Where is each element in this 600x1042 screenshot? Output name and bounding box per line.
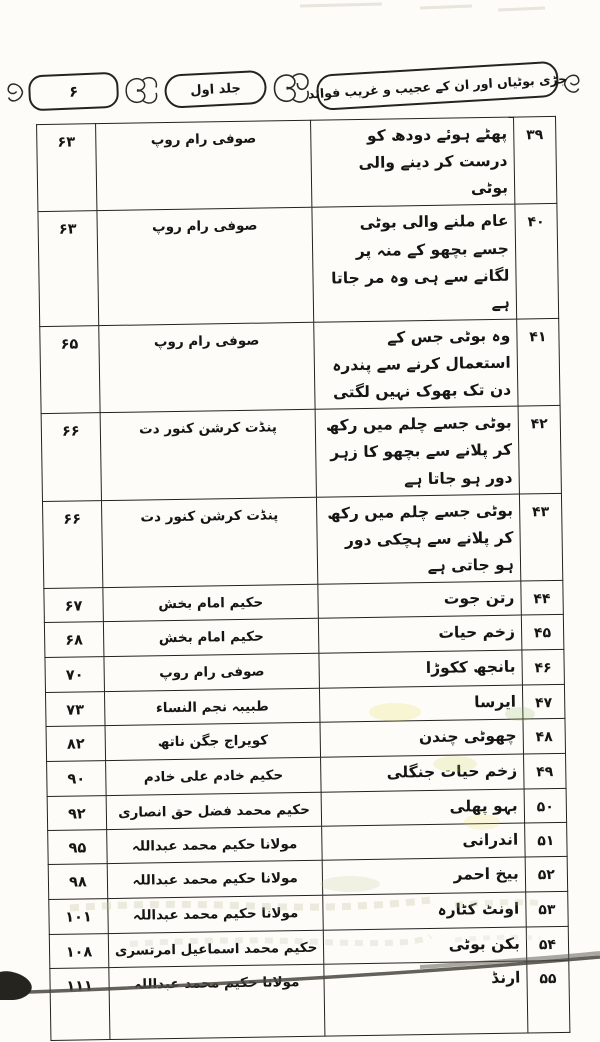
entry-description: بوٹی جسے چلم میں رکھ کر پلانے سے بچھو کا زہر دور ہو جاتا ہے <box>315 406 519 497</box>
entry-description: رتن جوت <box>318 581 521 619</box>
floral-scroll-icon <box>4 77 24 107</box>
row-number: ۵۴ <box>526 926 569 961</box>
table-row <box>38 204 559 327</box>
page-ref: ۶۳ <box>38 211 99 326</box>
table-row <box>41 406 561 502</box>
author-name: حکیم امام بخش <box>103 619 319 657</box>
entry-description: بکن بوٹی <box>324 927 527 965</box>
page-ref: ۱۰۱ <box>49 898 108 934</box>
row-number: ۴۲ <box>518 406 562 494</box>
author-name: صوفی رام روپ <box>95 120 312 211</box>
index-table <box>36 116 570 1041</box>
index-table-wrap <box>36 116 570 1041</box>
book-title: جڑی بوٹیاں اور ان کے عجیب و غریب فوائد <box>307 70 568 101</box>
author-name: مولانا حکیم محمد عبداللہ <box>108 895 324 933</box>
row-number: ۴۸ <box>523 718 566 754</box>
row-number: ۴۱ <box>517 318 561 406</box>
page-ref: ۹۰ <box>47 761 106 796</box>
entry-description: بوٹی جسے چلم میں رکھ کر پلانے سے ہچکی دور ہو جاتی ہے <box>317 494 521 585</box>
author-name: مولانا حکیم محمد عبداللہ <box>107 860 323 898</box>
author-name: کویراج جگن ناتھ <box>105 722 321 760</box>
entry-description: اونٹ کٹارہ <box>323 892 526 930</box>
page-ref: ۶۶ <box>42 500 102 588</box>
page-ref: ۶۷ <box>44 588 103 623</box>
page-ref: ۶۵ <box>40 326 100 414</box>
row-number: ۴۶ <box>522 649 565 685</box>
row-number: ۵۱ <box>524 822 567 857</box>
row-number: ۴۳ <box>519 493 563 581</box>
page-ref: ۸۲ <box>46 726 105 762</box>
page-header <box>0 57 588 118</box>
page-ref: ۷۳ <box>45 691 104 726</box>
page-ref: ۶۸ <box>44 622 103 657</box>
entry-description: بانجھ ککوڑا <box>319 650 522 688</box>
table-row <box>37 116 557 212</box>
page-ref: ۹۸ <box>48 864 107 899</box>
row-number: ۵۲ <box>525 857 568 892</box>
author-name: مولانا حکیم محمد عبداللہ <box>109 964 326 1039</box>
volume-cartouche <box>164 70 268 109</box>
author-name: حکیم محمد اسماعیل امرتسری <box>108 930 324 968</box>
entry-description: اندرانی <box>322 823 525 861</box>
page-number: ۶ <box>68 82 79 101</box>
entry-description: عام ملنے والی بوٹی جسے بچھو کے منہ پر لگانے سے ہی وہ مر جاتا ہے <box>312 204 516 322</box>
entry-description: وہ بوٹی جس کے استعمال کرنے سے پندرہ دن تک بھوک نہیں لگتی <box>314 319 518 410</box>
row-number: ۵۳ <box>526 891 569 927</box>
author-name: حکیم امام بخش <box>103 584 319 622</box>
table-row <box>40 318 560 414</box>
row-number: ۳۹ <box>513 116 557 204</box>
entry-description: زخم حیات <box>319 615 522 653</box>
row-number: ۴۷ <box>522 684 565 719</box>
page-ref: ۶۶ <box>41 413 101 501</box>
page-ref: ۱۱۱ <box>50 968 110 1041</box>
table-row <box>50 960 570 1040</box>
entry-description: پھٹے ہوئے دودھ کو درست کر دینے والی بوٹی <box>311 117 515 208</box>
author-name: صوفی رام روپ <box>104 653 320 691</box>
author-name: پنڈت کرشن کنور دت <box>101 497 318 588</box>
table-row <box>42 493 562 589</box>
row-number: ۴۵ <box>521 615 564 650</box>
entry-description: ایرسا <box>320 685 523 723</box>
page-ref: ۹۲ <box>47 795 106 830</box>
row-number: ۴۴ <box>521 580 564 615</box>
row-number: ۵۵ <box>527 960 570 1033</box>
page-number-cartouche <box>28 72 119 112</box>
author-name: حکیم محمد فضل حق انصاری <box>106 792 322 830</box>
author-name: صوفی رام روپ <box>97 208 314 326</box>
page-ref: ۷۰ <box>45 656 104 692</box>
author-name: پنڈت کرشن کنور دت <box>100 409 317 500</box>
floral-scroll-icon <box>270 68 313 109</box>
entry-description: چھوٹی چندن <box>320 719 523 757</box>
page-ref: ۶۳ <box>37 124 97 212</box>
page-ref: ۱۰۸ <box>49 933 108 968</box>
entry-description: زخم حیات جنگلی <box>321 754 524 792</box>
row-number: ۴۰ <box>515 204 559 319</box>
row-number: ۵۰ <box>524 788 567 823</box>
entry-description: بیخ احمر <box>323 857 526 895</box>
entry-description: ارنڈ <box>324 961 528 1036</box>
author-name: حکیم خادم علی خادم <box>105 757 321 795</box>
book-title-cartouche <box>307 61 568 111</box>
volume-label: جلد اول <box>189 80 242 99</box>
page-ref: ۹۵ <box>48 829 107 864</box>
entry-description: بہو پھلی <box>321 789 524 827</box>
author-name: صوفی رام روپ <box>99 322 316 413</box>
author-name: مولانا حکیم محمد عبداللہ <box>107 826 323 864</box>
author-name: طبیبہ نجم النساء <box>104 688 320 726</box>
row-number: ۴۹ <box>523 753 566 788</box>
floral-scroll-icon <box>122 71 161 110</box>
